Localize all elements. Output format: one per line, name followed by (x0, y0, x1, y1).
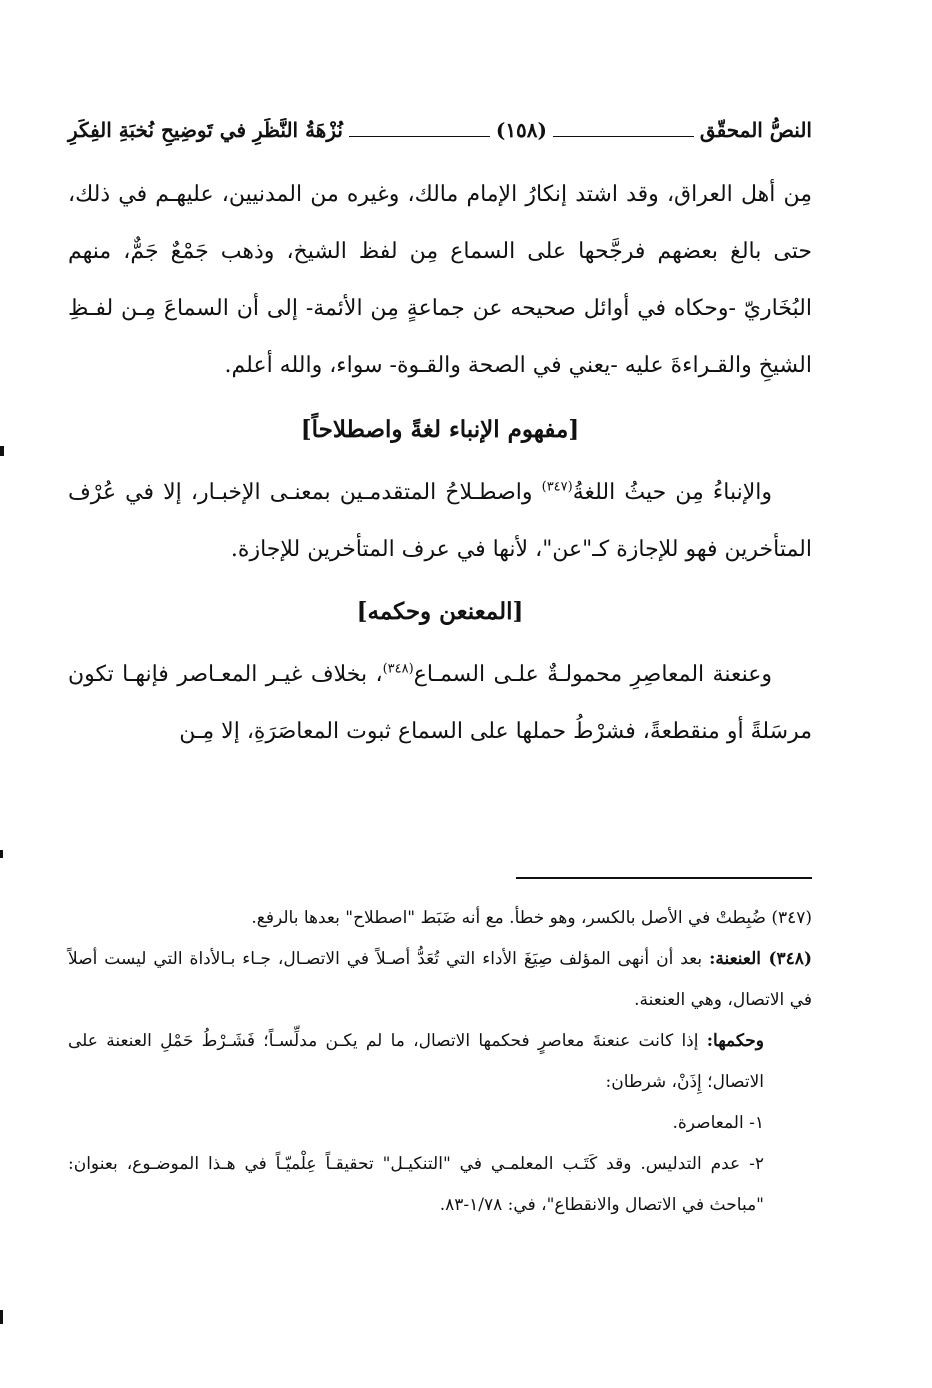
main-text (68, 166, 812, 760)
paragraph-3-start: وعنعنة المعاصِرِ محمولـةٌ علـى السمـاع (413, 662, 772, 687)
footnotes (68, 898, 812, 1226)
paragraph-2 (68, 464, 812, 578)
heading-muanan: [المعنعن وحكمه] (356, 598, 524, 625)
paragraph-3-rest: ، بخلاف غيـر المعـاصر فإنهـا تكون مرسَلةً أو منقطعةً، فشرْطُ حملها على السماع ثبوت المعاصَرَةِ، إلا مِـن (68, 662, 812, 744)
footnote-348 (68, 939, 812, 1021)
footnote-347: (٣٤٧) ضُبِطتْ في الأصل بالكسر، وهو خطأ. مع أنه ضَبَط "اصطلاح" بعدها بالرفع. (251, 908, 812, 928)
header-rule-right (553, 136, 694, 137)
footnote-item-2: ٢- عدم التدليس. وقد كَتَـب المعلمـي في "التنكيـل" تحقيقـاً عِلْميّـاً في هـذا الموضـوع، بعنوان: "مباحث في الاتصال والانقطاع"، في: ١/٧٨-٨٣. (68, 1154, 764, 1215)
footnote-separator (516, 877, 812, 879)
header-right-title: النصُّ المحقّق (699, 118, 812, 142)
paragraph-2-start: والإنباءُ مِن حيثُ اللغةُ (572, 480, 772, 505)
paragraph-1: مِن أهل العراق، وقد اشتد إنكارُ الإمام مالك، وغيره من المدنيين، عليهـم في ذلك، حتى بالغ بعضهم فرجَّحها على السماع مِن لفظ الشيخ، وذهب جَمْعٌ جَمٌّ، منهم البُخَاريّ -وحكاه في أوائل صحيحه عن جماعةٍ مِن الأئمة- إلى أن السماعَ مِـن لفـظِ الشيخِ والقـراءةَ عليه -يعني في الصحة والقـوة- سواء، والله أعلم. (68, 182, 812, 378)
header-left-title: نُزْهَةُ النَّظَرِ في تَوضِيحِ نُخبَةِ الفِكَرِ (67, 118, 343, 142)
footnote-ref-347: (٣٤٧) (541, 479, 573, 495)
scan-edge-mark (0, 446, 4, 456)
heading-inba: [مفهوم الإنباء لغةً واصطلاحاً] (300, 416, 580, 443)
page-number: (١٥٨) (495, 118, 548, 142)
footnote-item-1: ١- المعاصرة. (672, 1113, 764, 1133)
footnote-348-text: بعد أن أنهى المؤلف صِيَغَ الأداء التي تُعَدُّ أصـلاً في الاتصـال، جـاء بـالأداة التي ليست أصلاً في الاتصال، وهي العنعنة. (68, 949, 812, 1010)
footnote-rule-label: وحكمها: (706, 1031, 764, 1051)
paragraph-3 (68, 646, 812, 760)
running-header (68, 112, 812, 148)
scan-edge-mark (0, 1310, 3, 1324)
header-rule-left (349, 136, 490, 137)
paragraph-2-rest: واصطـلاحُ المتقدمـين بمعنـى الإخبـار، إلا في عُرْف المتأخرين فهو للإجازة كـ"عن"، لأنها في عرف المتأخرين للإجازة. (68, 480, 812, 562)
footnote-rule-text: إذا كانت عنعنةَ معاصرٍ فحكمها الاتصال، ما لم يكـن مدلِّسـاً؛ فَشَـرْطُ حَمْلِ العنعنة على الاتصال؛ إِذَنْ، شرطان: (68, 1031, 764, 1092)
footnote-ref-348: (٣٤٨) (382, 661, 414, 677)
footnote-348-rule (68, 1021, 812, 1103)
footnote-348-label: (٣٤٨) العنعنة: (709, 949, 812, 969)
scan-edge-mark (0, 850, 3, 858)
